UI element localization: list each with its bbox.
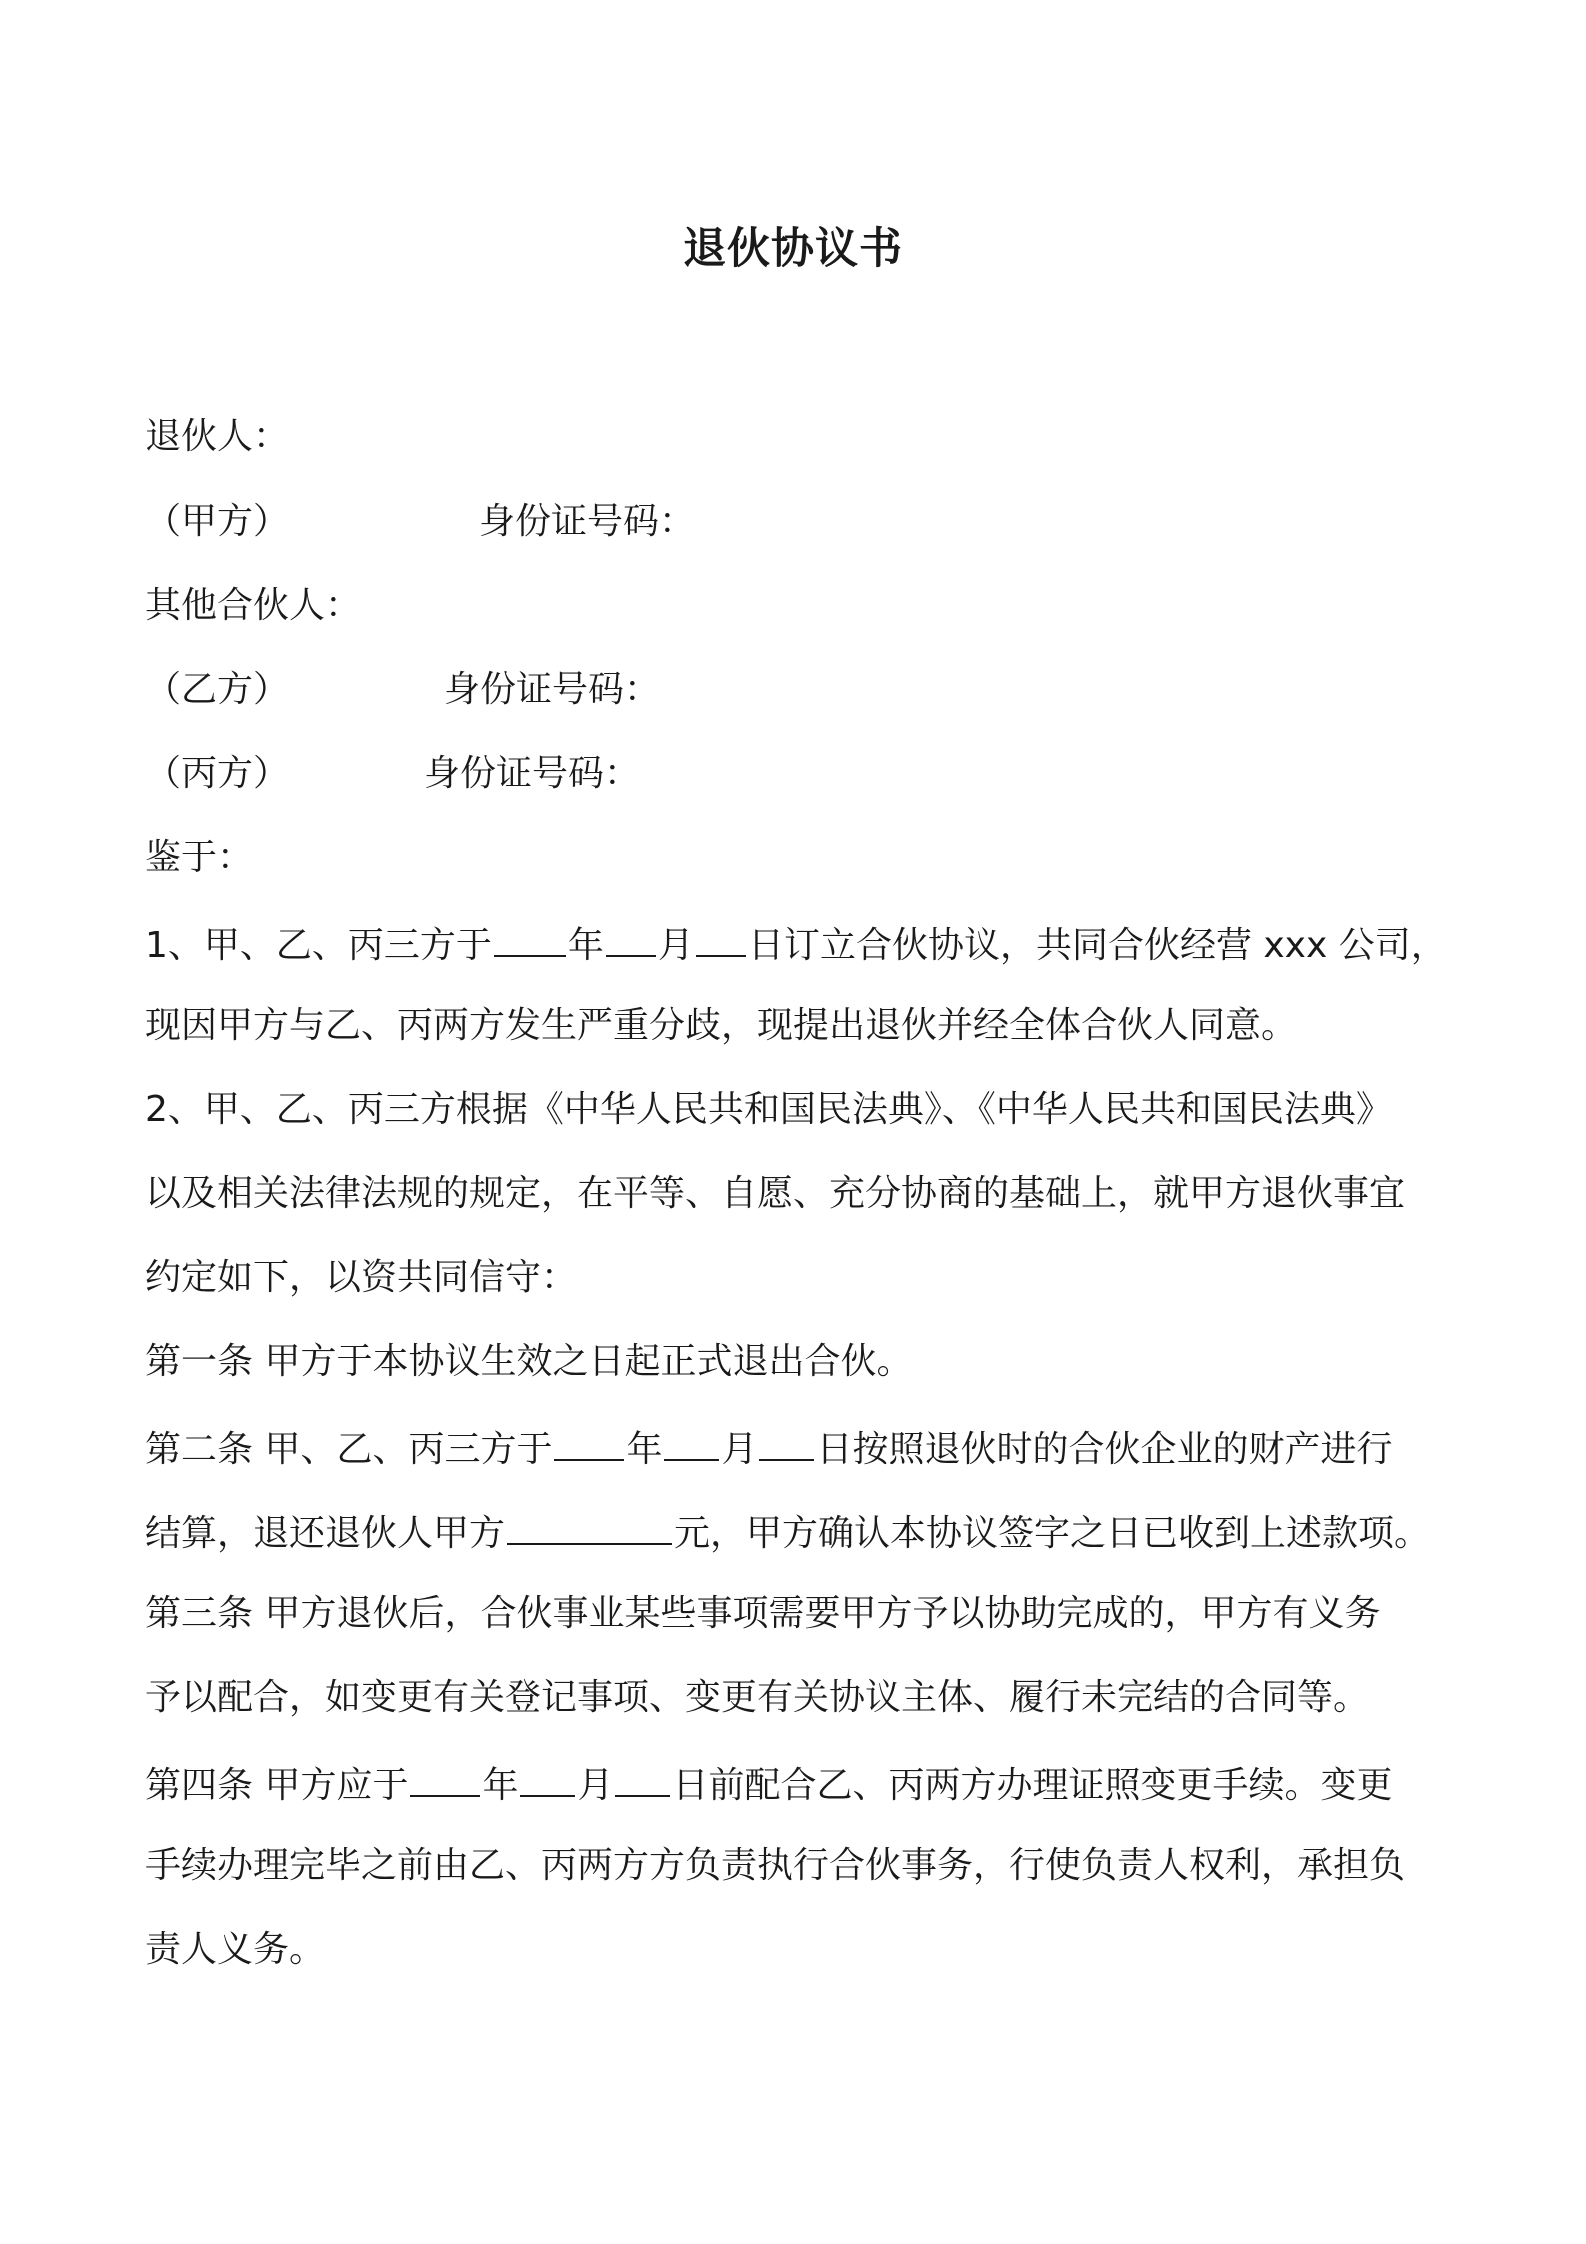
text-segment: 日前配合乙、丙两方办理证照变更手续。变更	[672, 1765, 1393, 1806]
text-segment: 年	[482, 1765, 519, 1806]
party-c-id-label: 身份证号码：	[424, 753, 641, 794]
party-a-id-label: 身份证号码：	[479, 501, 696, 542]
month-blank	[606, 917, 656, 957]
article-3-line-2: 予以配合，如变更有关登记事项、变更有关协议主体、履行未完结的合同等。	[145, 1677, 1370, 1718]
year-blank	[410, 1757, 480, 1797]
party-a-row	[145, 497, 695, 547]
day-blank	[759, 1421, 814, 1461]
article-2-line-2	[145, 1505, 1430, 1559]
other-partners-label: 其他合伙人：	[145, 585, 362, 626]
day-blank	[615, 1757, 670, 1797]
article-3-line-1: 第三条 甲方退伙后，合伙事业某些事项需要甲方予以协助完成的，甲方有义务	[145, 1593, 1381, 1634]
amount-blank	[507, 1505, 672, 1545]
text-segment: 月	[577, 1765, 614, 1806]
text-segment: 年	[626, 1429, 663, 1470]
text-segment: 月	[721, 1429, 758, 1470]
article-4-line-1	[145, 1757, 1393, 1811]
party-b-label: （乙方）	[145, 669, 290, 710]
year-blank	[554, 1421, 624, 1461]
article-4-line-3: 责人义务。	[145, 1929, 326, 1970]
whereas-item-1-line-2: 现因甲方与乙、丙两方发生严重分歧，现提出退伙并经全体合伙人同意。	[145, 1005, 1298, 1046]
party-b-row	[145, 665, 660, 715]
article-4-line-2: 手续办理完毕之前由乙、丙两方方负责执行合伙事务，行使负责人权利，承担负	[145, 1845, 1406, 1886]
party-c-label: （丙方）	[145, 753, 290, 794]
whereas-item-2-line-1: 2、甲、乙、丙三方根据《中华人民共和国民法典》、《中华人民共和国民法典》	[145, 1089, 1392, 1130]
whereas-item-1-line-1	[145, 917, 1447, 971]
month-blank	[520, 1757, 575, 1797]
year-blank	[494, 917, 566, 957]
text-segment: 日按照退伙时的合伙企业的财产进行	[816, 1429, 1393, 1470]
text-segment: 年	[567, 925, 604, 966]
party-c-row	[145, 749, 640, 799]
month-blank	[664, 1421, 719, 1461]
whereas-label: 鉴于：	[145, 837, 254, 878]
text-segment: 月	[657, 925, 694, 966]
withdrawing-partner-label: 退伙人：	[145, 416, 290, 457]
text-segment: 日订立合伙协议，共同合伙经营 xxx 公司，	[747, 925, 1447, 966]
text-segment: 1、甲、乙、丙三方于	[145, 925, 492, 966]
text-segment: 第二条 甲、乙、丙三方于	[145, 1429, 553, 1470]
document-title: 退伙协议书	[683, 224, 903, 274]
text-segment: 第四条 甲方应于	[145, 1765, 409, 1806]
whereas-item-2-line-2: 以及相关法律法规的规定，在平等、自愿、充分协商的基础上，就甲方退伙事宜	[145, 1173, 1406, 1214]
party-a-label: （甲方）	[145, 501, 290, 542]
day-blank	[696, 917, 746, 957]
whereas-item-2-line-3: 约定如下，以资共同信守：	[145, 1257, 578, 1298]
party-b-id-label: 身份证号码：	[444, 669, 661, 710]
text-segment: 元，甲方确认本协议签字之日已收到上述款项。	[674, 1513, 1431, 1554]
article-1: 第一条 甲方于本协议生效之日起正式退出合伙。	[145, 1341, 913, 1382]
text-segment: 结算，退还退伙人甲方	[145, 1513, 506, 1554]
article-2-line-1	[145, 1421, 1393, 1475]
